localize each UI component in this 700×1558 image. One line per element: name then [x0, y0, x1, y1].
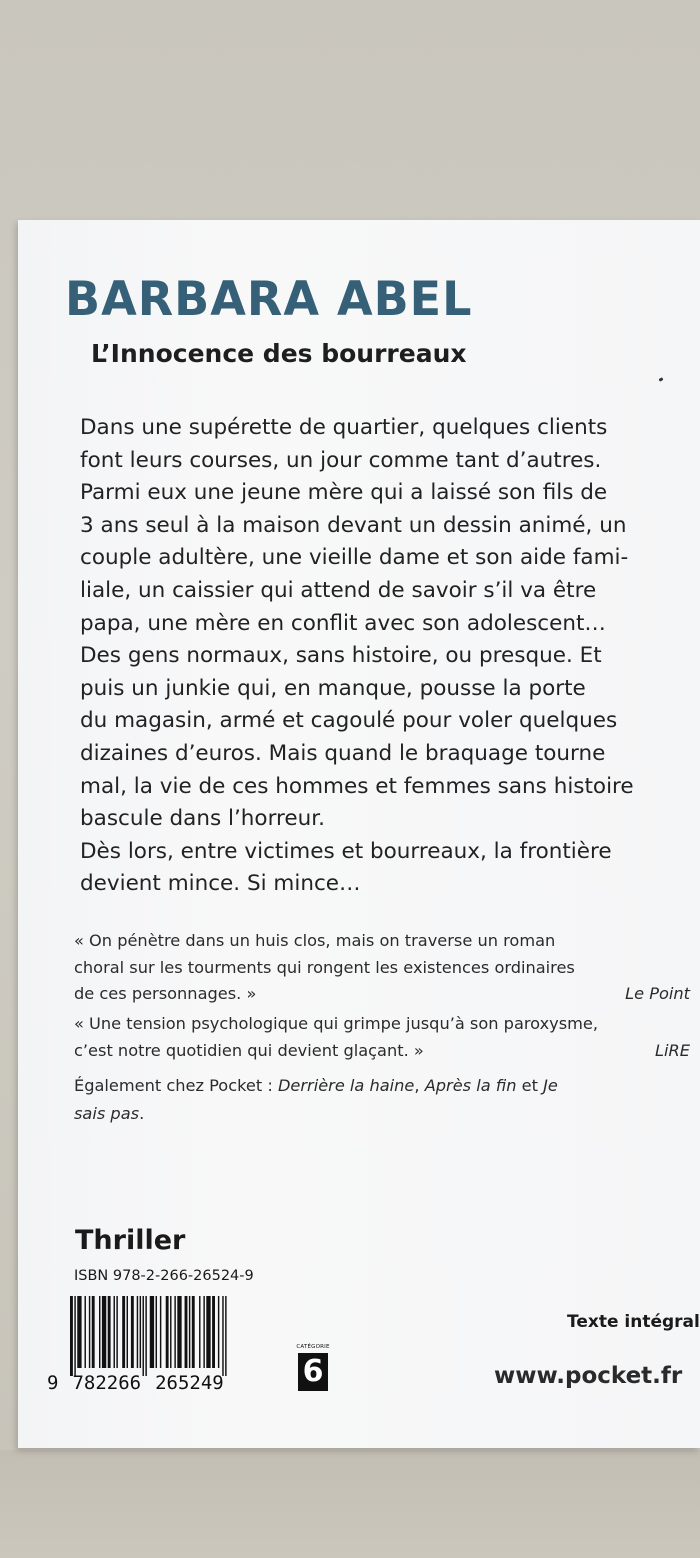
also-line — [74, 1100, 700, 1128]
synopsis-line: Des gens normaux, sans histoire, ou presque. Et — [80, 643, 602, 669]
barcode-bar — [170, 1296, 171, 1368]
synopsis-line: puis un junkie qui, en manque, pousse la porte — [80, 675, 586, 701]
barcode-bar — [206, 1296, 210, 1368]
barcode-bar — [114, 1296, 115, 1368]
barcode-bar — [150, 1296, 154, 1368]
synopsis-line: liale, un caissier qui attend de savoir s’il va être — [80, 577, 597, 603]
press-quote-lire — [74, 1011, 694, 1064]
isbn-text: ISBN 978-2-266-26524-9 — [74, 1268, 254, 1284]
barcode-bar — [102, 1296, 106, 1368]
synopsis-line: Dès lors, entre victimes et bourreaux, la frontière — [80, 838, 612, 864]
barcode-bar — [218, 1296, 219, 1368]
barcode-bar — [212, 1296, 215, 1368]
barcode-bar — [116, 1296, 117, 1368]
barcode-bar — [131, 1296, 134, 1368]
barcode-bar — [189, 1296, 190, 1368]
barcode-bar — [108, 1296, 111, 1368]
also-prefix: Également chez Pocket : — [74, 1076, 278, 1095]
synopsis-line: dizaines d’euros. Mais quand le braquage tourne — [80, 740, 606, 766]
barcode-first-digit: 9 — [47, 1372, 59, 1394]
price-category-badge — [296, 1344, 330, 1394]
barcode-digits — [47, 1372, 224, 1394]
synopsis-line: du magasin, armé et cagoulé pour voler quelques — [80, 708, 618, 734]
category-number: 6 — [298, 1353, 328, 1391]
quote-line-with-source — [74, 1038, 694, 1065]
press-quote-le-point — [74, 928, 694, 1008]
barcode-bar — [137, 1296, 138, 1368]
barcode-bar — [85, 1296, 86, 1368]
barcode-right-digits: 265249 — [155, 1372, 224, 1394]
synopsis-line: bascule dans l’horreur. — [80, 806, 325, 832]
barcode-bar — [89, 1296, 90, 1368]
barcode-bar — [177, 1296, 181, 1368]
barcode-bar — [77, 1296, 81, 1368]
also-title: sais pas — [74, 1104, 140, 1123]
also-title: Je — [543, 1076, 558, 1095]
synopsis-line: Parmi eux une jeune mère qui a laissé son fils de — [80, 480, 608, 506]
barcode-bar — [140, 1296, 141, 1368]
barcode-bar — [199, 1296, 200, 1368]
synopsis-line: devient mince. Si mince… — [80, 871, 361, 897]
quote-line: « Une tension psychologique qui grimpe jusqu’à son paroxysme, — [74, 1014, 599, 1033]
barcode-bar — [70, 1296, 73, 1376]
quote-line-with-source — [74, 981, 694, 1008]
also-suffix: . — [139, 1104, 145, 1123]
table-surface — [0, 1450, 700, 1558]
barcode-bar — [122, 1296, 125, 1368]
barcode-bar — [143, 1296, 144, 1376]
quote-source: Le Point — [625, 984, 690, 1003]
barcode-bar — [160, 1296, 161, 1368]
synopsis-line: mal, la vie de ces hommes et femmes sans histoire — [80, 773, 634, 799]
barcode-bar — [127, 1296, 128, 1368]
also-by-author — [74, 1072, 700, 1128]
barcode-bar — [99, 1296, 100, 1368]
book-title: L’Innocence des bourreaux — [91, 339, 467, 368]
genre-label: Thriller — [75, 1225, 186, 1256]
quote-line: de ces personnages. » — [74, 984, 257, 1003]
barcode-bar — [74, 1296, 75, 1376]
synopsis-line: font leurs courses, un jour comme tant d’autres. — [80, 447, 602, 473]
barcode-bar — [156, 1296, 157, 1368]
barcode-bar — [166, 1296, 169, 1368]
synopsis-line: papa, une mère en conflit avec son adolescent… — [80, 610, 606, 636]
barcode-bar — [145, 1296, 146, 1376]
quote-line: « On pénètre dans un huis clos, mais on traverse un roman — [74, 931, 556, 950]
barcode-bar — [222, 1296, 223, 1376]
barcode-bar — [192, 1296, 195, 1368]
synopsis-line: couple adultère, une vieille dame et son aide fami- — [80, 545, 629, 571]
also-title: Derrière la haine — [277, 1076, 415, 1095]
barcode-left-digits: 782266 — [72, 1372, 142, 1394]
quote-line: c’est notre quotidien qui devient glaçant. » — [74, 1040, 424, 1060]
also-title: Après la fin — [424, 1076, 517, 1095]
synopsis — [80, 412, 700, 901]
edition-note: Texte intégral — [567, 1312, 700, 1332]
barcode-bar — [174, 1296, 175, 1368]
publisher-website: www.pocket.fr — [494, 1363, 683, 1389]
quote-source: LiRE — [655, 1040, 690, 1060]
category-label: CATÉGORIE — [296, 1344, 330, 1350]
barcode-bar — [185, 1296, 188, 1368]
author-name: BARBARA ABEL — [65, 272, 473, 327]
synopsis-line: Dans une supérette de quartier, quelques clients — [80, 415, 608, 440]
also-separator: , — [414, 1076, 425, 1095]
barcode-bar — [92, 1296, 95, 1368]
also-separator: et — [516, 1076, 544, 1095]
barcode — [70, 1296, 284, 1376]
barcode-bar — [225, 1296, 226, 1376]
also-line — [74, 1072, 700, 1100]
barcode-bar — [203, 1296, 204, 1368]
synopsis-line: 3 ans seul à la maison devant un dessin animé, un — [80, 512, 627, 538]
quote-line: choral sur les tourments qui rongent les existences ordinaires — [74, 957, 575, 977]
